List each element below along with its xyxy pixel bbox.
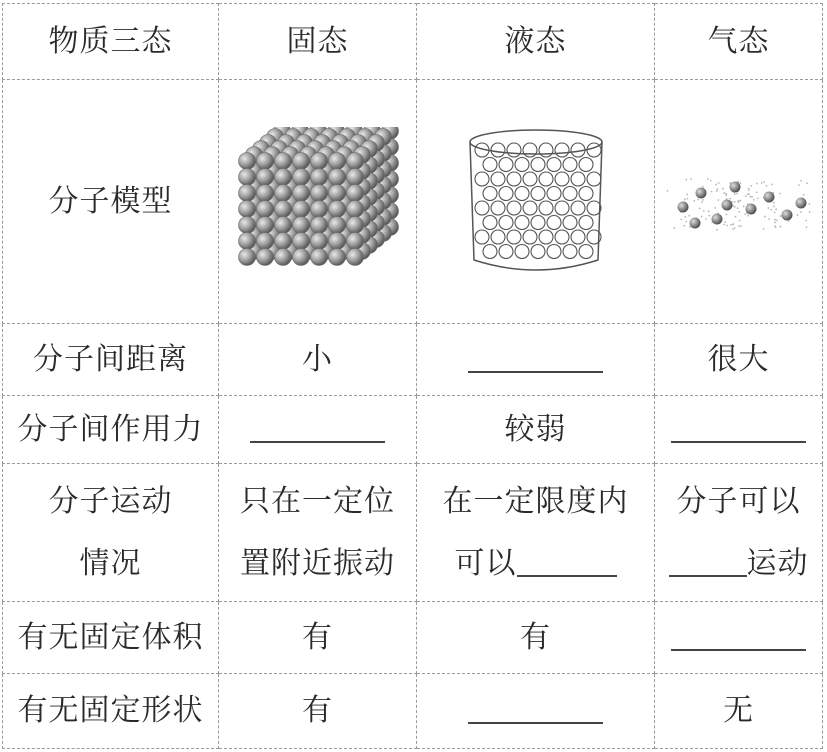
motion-gas-line1: 分子可以 [676,483,801,519]
motion-liquid-cell [417,464,655,602]
answer-blank[interactable] [250,409,385,443]
shape-solid: 有 [219,674,417,749]
motion-solid-line1: 只在一定位 [240,483,395,519]
motion-label-line2: 情况 [79,545,142,581]
header-states: 物质三态 [3,4,219,80]
answer-blank[interactable] [669,543,747,577]
shape-liquid-blank-cell [417,674,655,749]
gas-molecules-image [659,157,819,247]
motion-liquid-line1: 在一定限度内 [442,483,629,519]
shape-row [3,674,823,749]
distance-label: 分子间距离 [3,324,219,396]
distance-row [3,324,823,396]
gas-model-cell [655,80,823,324]
force-solid-blank-cell [219,396,417,464]
solid-model-cell [219,80,417,324]
shape-gas: 无 [655,674,823,749]
motion-gas-cell [655,464,823,602]
volume-solid: 有 [219,602,417,674]
force-row [3,396,823,464]
solid-molecule-lattice-image [233,127,403,277]
distance-liquid-blank-cell [417,324,655,396]
header-solid: 固态 [219,4,417,80]
motion-label-line1: 分子运动 [48,483,173,519]
answer-blank[interactable] [517,543,617,577]
distance-gas: 很大 [655,324,823,396]
motion-label-cell [3,464,219,602]
motion-gas-line2 [655,533,822,595]
motion-gas-suffix: 运动 [746,545,809,581]
motion-liquid-line2 [417,533,654,595]
shape-label: 有无固定形状 [3,674,219,749]
states-of-matter-table [2,3,823,749]
volume-row [3,602,823,674]
liquid-beaker-image [456,122,616,282]
force-label: 分子间作用力 [3,396,219,464]
distance-solid: 小 [219,324,417,396]
answer-blank[interactable] [468,690,603,724]
header-row [3,4,823,80]
liquid-model-cell [417,80,655,324]
answer-blank[interactable] [671,409,806,443]
answer-blank[interactable] [468,339,603,373]
volume-label: 有无固定体积 [3,602,219,674]
model-label: 分子模型 [3,80,219,324]
header-gas: 气态 [655,4,823,80]
answer-blank[interactable] [671,617,806,651]
header-liquid: 液态 [417,4,655,80]
force-gas-blank-cell [655,396,823,464]
volume-gas-blank-cell [655,602,823,674]
volume-liquid: 有 [417,602,655,674]
model-row [3,80,823,324]
motion-row [3,464,823,602]
motion-liquid-prefix: 可以 [454,545,517,581]
motion-solid-cell [219,464,417,602]
force-liquid: 较弱 [417,396,655,464]
motion-solid-line2: 置附近振动 [240,545,395,581]
